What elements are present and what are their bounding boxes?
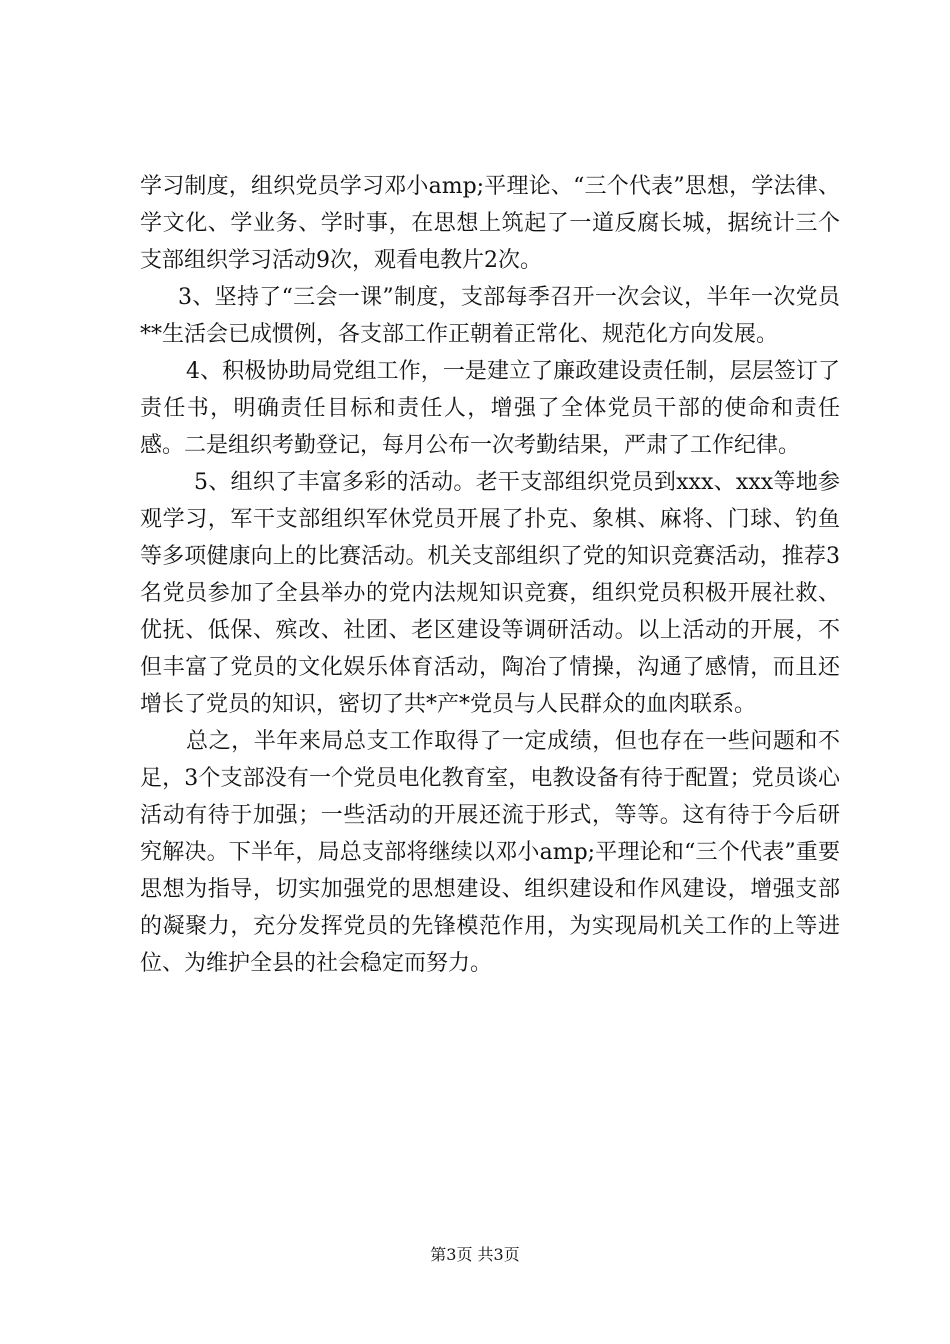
paragraph-activities: 5、组织了丰富多彩的活动。老干支部组织党员到xxx、xxx等地参观学习，军干支部组织军休党员开展了扑克、象棋、麻将、门球、钓鱼等多项健康向上的比赛活动。机关支部组织了党的知识竞赛活动，推荐3名党员参加了全县举办的党内法规知识竞赛，组织党员积极开展社救、优抚、低保、殡改、社团、老区建设等调研活动。以上活动的开展，不但丰富了党员的文化娱乐体育活动，陶冶了情操，沟通了感情，而且还增长了党员的知识，密切了共*产*党员与人民群众的血肉联系。: [140, 470, 840, 717]
paragraph-assist-party-group: 4、积极协助局党组工作，一是建立了廉政建设责任制，层层签订了责任书，明确责任目标和责任人，增强了全体党员干部的使命和责任感。二是组织考勤登记，每月公布一次考勤结果，严肃了工作纪律。: [140, 359, 840, 458]
document-body: [140, 168, 840, 982]
paragraph-study-system: 学习制度，组织党员学习邓小amp;平理论、“三个代表”思想，学法律、学文化、学业务、学时事，在思想上筑起了一道反腐长城，据统计三个支部组织学习活动9次，观看电教片2次。: [140, 174, 840, 273]
page-number-footer: 第3页 共3页: [430, 1245, 520, 1264]
paragraph-summary: 总之，半年来局总支工作取得了一定成绩，但也存在一些问题和不足，3个支部没有一个党员电化教育室，电教设备有待于配置；党员谈心活动有待于加强；一些活动的开展还流于形式，等等。这有待于今后研究解决。下半年，局总支部将继续以邓小amp;平理论和“三个代表”重要思想为指导，切实加强党的思想建设、组织建设和作风建设，增强支部的凝聚力，充分发挥党员的先锋模范作用，为实现局机关工作的上等进位、为维护全县的社会稳定而努力。: [140, 729, 840, 976]
paragraph-three-meetings: 3、坚持了“三会一课”制度，支部每季召开一次会议，半年一次党员**生活会已成惯例，各支部工作正朝着正常化、规范化方向发展。: [140, 285, 840, 347]
